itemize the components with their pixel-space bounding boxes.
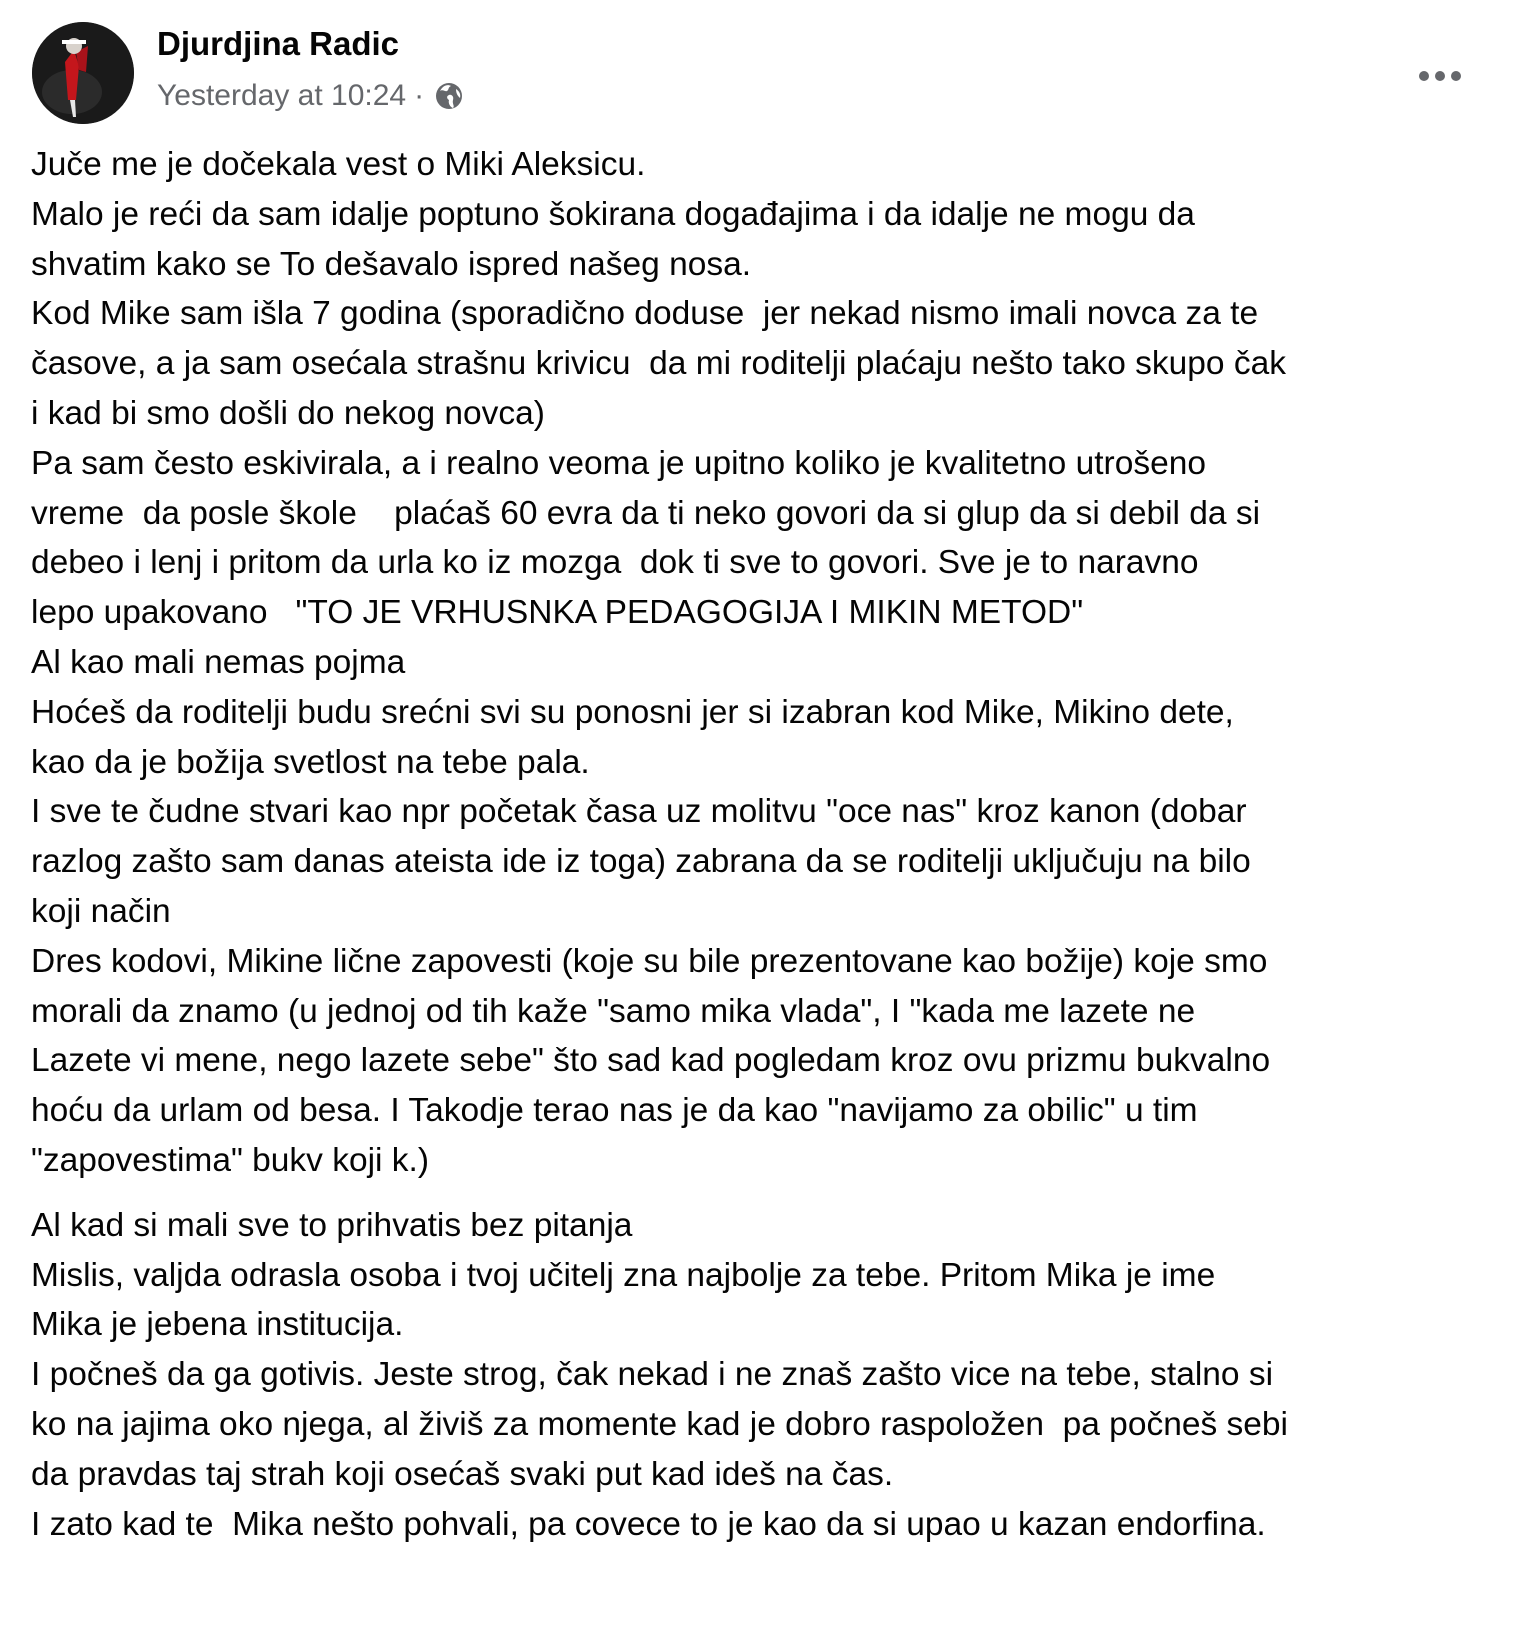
post-body	[31, 140, 1501, 1549]
post-text-line: Hoćeš da roditelji budu srećni svi su ponosni jer si izabran kod Mike, Mikino dete,	[31, 693, 1234, 731]
post-text-line: Mislis, valjda odrasla osoba i tvoj učitelj zna najbolje za tebe. Pritom Mika je ime	[31, 1256, 1216, 1294]
avatar[interactable]	[32, 22, 134, 124]
post-text-line: Lazete vi mene, nego lazete sebe" što sad kad pogledam kroz ovu prizmu bukvalno	[31, 1042, 1271, 1080]
post-text-line: I počneš da ga gotivis. Jeste strog, čak nekad i ne znaš zašto vice na tebe, stalno si	[31, 1356, 1274, 1394]
post-author[interactable]: Djurdjina Radic	[157, 25, 400, 62]
more-options-button[interactable]	[1410, 56, 1470, 96]
post-text-line: morali da znamo (u jednoj od tih kaže "samo mika vlada", I "kada me lazete ne	[31, 992, 1196, 1030]
globe-icon[interactable]	[434, 81, 464, 111]
post-text-line: Al kao mali nemas pojma	[31, 643, 406, 681]
post-text-line: Al kad si mali sve to prihvatis bez pitanja	[31, 1206, 633, 1244]
post-text-line: da pravdas taj strah koji osećaš svaki put kad ideš na čas.	[31, 1455, 894, 1493]
post-text-line: ko na jajima oko njega, al živiš za momente kad je dobro raspoložen pa počneš sebi	[31, 1405, 1288, 1443]
post-text-line: Pa sam često eskivirala, a i realno veoma je upitno koliko je kvalitetno utrošeno	[31, 444, 1206, 482]
post-text-line: Malo je reći da sam idalje poptuno šokirana događajima i da idalje ne mogu da	[31, 195, 1195, 233]
post-text-line: hoću da urlam od besa. I Takodje terao nas je da kao "navijamo za obilic" u tim	[31, 1092, 1198, 1130]
post-timestamp[interactable]: Yesterday at 10:24	[157, 79, 407, 112]
post-text-line: vreme da posle škole plaćaš 60 evra da ti neko govori da si glup da si debil da si	[31, 494, 1261, 532]
post-text-line: lepo upakovano "TO JE VRHUSNKA PEDAGOGIJA I MIKIN METOD"	[31, 594, 1084, 632]
post-text-line: kao da je božija svetlost na tebe pala.	[31, 743, 590, 781]
post-text-line: I zato kad te Mika nešto pohvali, pa covece to je kao da si upao u kazan endorfina.	[31, 1505, 1266, 1543]
post-text-line: koji način	[31, 892, 171, 930]
post-text-line: Dres kodovi, Mikine lične zapovesti (koje su bile prezentovane kao božije) koje smo	[31, 942, 1268, 980]
post-text-line: razlog zašto sam danas ateista ide iz toga) zabrana da se roditelji uključuju na bilo	[31, 843, 1251, 881]
post-text-line: "zapovestima" bukv koji k.)	[31, 1141, 430, 1179]
post-paragraph-1	[31, 140, 1501, 1186]
post-text-line: Juče me je dočekala vest o Miki Aleksicu.	[31, 146, 646, 183]
post-text-line: Kod Mike sam išla 7 godina (sporadično doduse jer nekad nismo imali novca za te	[31, 295, 1259, 333]
post-text-line: shvatim kako se To dešavalo ispred našeg nosa.	[31, 245, 752, 283]
avatar-image	[32, 22, 134, 124]
post-text-line: časove, a ja sam osećala strašnu krivicu da mi roditelji plaćaju nešto tako skupo čak	[31, 345, 1286, 383]
post-text-line: i kad bi smo došli do nekog novca)	[31, 394, 545, 432]
post-header	[32, 18, 1492, 128]
post-text-line: Mika je jebena institucija.	[31, 1306, 404, 1344]
meta-separator: ·	[414, 79, 425, 112]
post-text-line: debeo i lenj i pritom da urla ko iz mozga dok ti sve to govori. Sve je to naravno	[31, 544, 1199, 582]
more-options-icon	[1418, 70, 1462, 82]
post-paragraph-2	[31, 1201, 1501, 1550]
post-text-line: I sve te čudne stvari kao npr početak časa uz molitvu "oce nas" kroz kanon (dobar	[31, 793, 1247, 831]
post-meta	[157, 76, 464, 116]
